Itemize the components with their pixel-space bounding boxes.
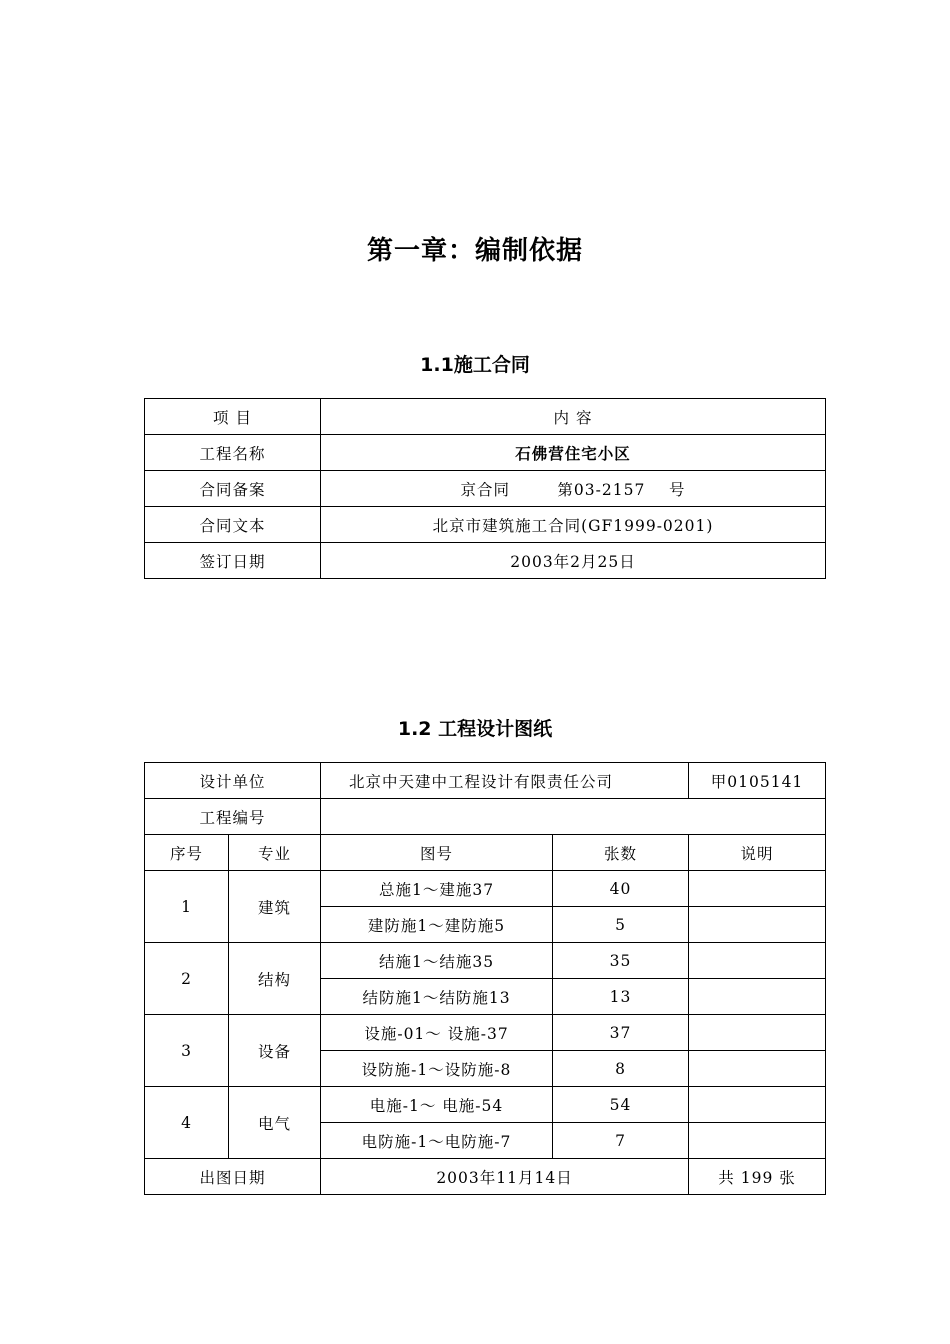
issue-date-label: 出图日期 (145, 1159, 321, 1195)
section-title-contract: 1.1施工合同 (420, 354, 530, 376)
drawing-note (689, 871, 826, 907)
drawing-note (689, 907, 826, 943)
drawing-range: 设防施-1～设防施-8 (321, 1051, 553, 1087)
drawing-count: 40 (553, 871, 689, 907)
table-row (145, 1159, 826, 1195)
drawing-range: 结防施1～结防施13 (321, 979, 553, 1015)
column-header: 张数 (553, 835, 689, 871)
table-row (145, 943, 826, 979)
column-header: 说明 (689, 835, 826, 871)
issue-date-value: 2003年11月14日 (321, 1159, 689, 1195)
group-no: 3 (145, 1015, 229, 1087)
table-row (145, 543, 826, 579)
drawing-count: 13 (553, 979, 689, 1015)
table-row (145, 399, 826, 435)
drawing-count: 5 (553, 907, 689, 943)
header-content: 内 容 (321, 399, 826, 435)
drawing-note (689, 1123, 826, 1159)
group-discipline: 结构 (229, 943, 321, 1015)
table-row (145, 435, 826, 471)
drawing-note (689, 1051, 826, 1087)
chapter-title: 第一章：编制依据 (366, 236, 583, 266)
header-item: 项 目 (145, 399, 321, 435)
row-value: 北京市建筑施工合同(GF1999-0201) (321, 507, 826, 543)
group-discipline: 设备 (229, 1015, 321, 1087)
drawing-range: 电施-1～ 电施-54 (321, 1087, 553, 1123)
drawing-range: 结施1～结施35 (321, 943, 553, 979)
row-label: 合同文本 (145, 507, 321, 543)
drawings-table (144, 762, 826, 1195)
drawing-count: 35 (553, 943, 689, 979)
table-row (145, 835, 826, 871)
row-value: 京合同 第03-2157 号 (321, 471, 826, 507)
drawing-count: 7 (553, 1123, 689, 1159)
table-row (145, 1015, 826, 1051)
group-discipline: 建筑 (229, 871, 321, 943)
drawing-range: 建防施1～建防施5 (321, 907, 553, 943)
project-name-value: 石佛营住宅小区 (321, 435, 826, 471)
drawing-note (689, 979, 826, 1015)
drawing-count: 54 (553, 1087, 689, 1123)
contract-table (144, 398, 826, 579)
drawing-note (689, 1015, 826, 1051)
row-value: 2003年2月25日 (321, 543, 826, 579)
section-title-drawings: 1.2 工程设计图纸 (397, 718, 553, 740)
drawing-range: 设施-01～ 设施-37 (321, 1015, 553, 1051)
drawing-note (689, 1087, 826, 1123)
row-label: 工程名称 (145, 435, 321, 471)
design-unit-code: 甲0105141 (689, 763, 826, 799)
design-unit-value: 北京中天建中工程设计有限责任公司 (321, 763, 689, 799)
project-no-value (321, 799, 826, 835)
table-row (145, 871, 826, 907)
group-no: 2 (145, 943, 229, 1015)
table-row (145, 763, 826, 799)
project-no-label: 工程编号 (145, 799, 321, 835)
drawing-range: 总施1～建施37 (321, 871, 553, 907)
row-label: 合同备案 (145, 471, 321, 507)
drawing-count: 37 (553, 1015, 689, 1051)
column-header: 序号 (145, 835, 229, 871)
design-unit-label: 设计单位 (145, 763, 321, 799)
group-no: 4 (145, 1087, 229, 1159)
drawing-range: 电防施-1～电防施-7 (321, 1123, 553, 1159)
table-row (145, 507, 826, 543)
total-sheets: 共 199 张 (689, 1159, 826, 1195)
group-discipline: 电气 (229, 1087, 321, 1159)
column-header: 图号 (321, 835, 553, 871)
group-no: 1 (145, 871, 229, 943)
row-label: 签订日期 (145, 543, 321, 579)
drawing-note (689, 943, 826, 979)
column-header: 专业 (229, 835, 321, 871)
table-row (145, 1087, 826, 1123)
drawing-count: 8 (553, 1051, 689, 1087)
table-row (145, 471, 826, 507)
table-row (145, 799, 826, 835)
